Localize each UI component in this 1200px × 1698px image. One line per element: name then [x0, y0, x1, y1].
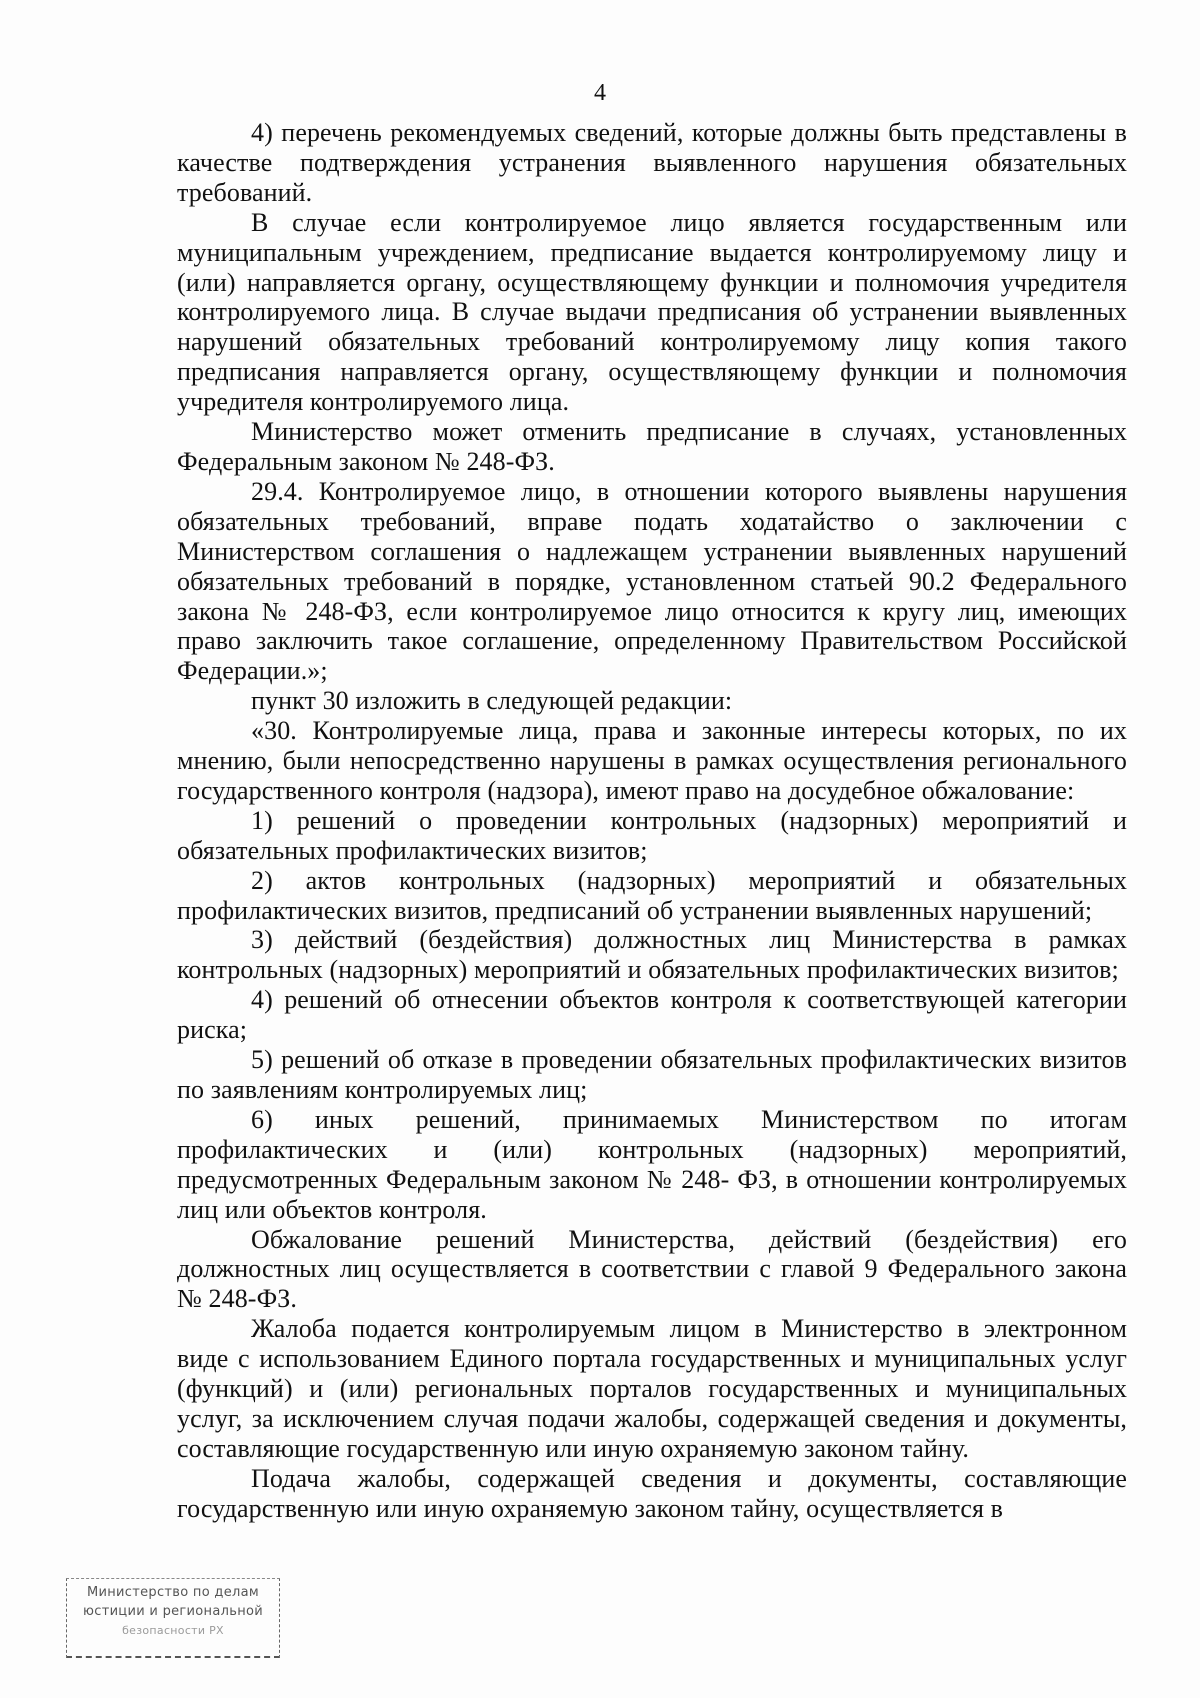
- paragraph: Жалоба подается контролируемым лицом в Министерство в электронном виде с использованием Единого портала государственных и муниципальных услуг (функций) и (или) региональных порталов государственных и муниципальных услуг, за исключением случая подачи жалобы, содержащей сведения и документы, составляющие государственную или иную охраняемую законом тайну.: [177, 1314, 1127, 1463]
- list-item: 2) актов контрольных (надзорных) мероприятий и обязательных профилактических визитов, предписаний об устранении выявленных нарушений;: [177, 865, 1127, 925]
- paragraph: В случае если контролируемое лицо является государственным или муниципальным учреждением, предписание выдается контролируемому лицу и (или) направляется органу, осуществляющему функции и полномочия учредителя контролируемого лица. В случае выдачи предписания об устранении выявленных нарушений обязательных требований контролируемому лицу копия такого предписания направляется органу, осуществляющему функции и полномочия учредителя контролируемого лица.: [177, 207, 1127, 417]
- list-item: 1) решений о проведении контрольных (надзорных) мероприятий и обязательных профилактических визитов;: [177, 805, 1127, 865]
- paragraph: «30. Контролируемые лица, права и законные интересы которых, по их мнению, были непосредственно нарушены в рамках осуществления регионального государственного контроля (надзора), имеют право на досудебное обжалование:: [177, 716, 1127, 805]
- paragraph: 4) перечень рекомендуемых сведений, которые должны быть представлены в качестве подтверждения устранения выявленного нарушения обязательных требований.: [177, 118, 1127, 207]
- stamp-line: юстиции и региональной: [83, 1604, 263, 1619]
- stamp-line: безопасности РХ: [122, 1624, 224, 1637]
- paragraph: Обжалование решений Министерства, действий (бездействия) его должностных лиц осуществляется в соответствии с главой 9 Федерального закона № 248-ФЗ.: [177, 1224, 1127, 1314]
- paragraph: Подача жалобы, содержащей сведения и документы, составляющие государственную или иную охраняемую законом тайну, осуществляется в: [177, 1463, 1127, 1523]
- list-item: 3) действий (бездействия) должностных лиц Министерства в рамках контрольных (надзорных) мероприятий и обязательных профилактических визитов;: [177, 925, 1127, 985]
- paragraph: Министерство может отменить предписание в случаях, установленных Федеральным законом № 248-ФЗ.: [177, 417, 1127, 476]
- registration-stamp: [66, 1578, 280, 1658]
- page-number: 4: [594, 80, 606, 106]
- list-item: 5) решений об отказе в проведении обязательных профилактических визитов по заявлениям контролируемых лиц;: [177, 1045, 1127, 1104]
- document-body: [177, 118, 1127, 1524]
- list-item: 4) решений об отнесении объектов контроля к соответствующей категории риска;: [177, 985, 1127, 1045]
- stamp-line: Министерство по делам: [86, 1585, 259, 1600]
- list-item: 6) иных решений, принимаемых Министерством по итогам профилактических и (или) контрольных (надзорных) мероприятий, предусмотренных Федеральным законом № 248- ФЗ, в отношении контролируемых лиц или объектов контроля.: [177, 1104, 1127, 1224]
- paragraph: 29.4. Контролируемое лицо, в отношении которого выявлены нарушения обязательных требований, вправе подать ходатайство о заключении с Министерством соглашения о надлежащем устранении выявленных нарушений обязательных требований в порядке, установленном статьей 90.2 Федерального закона № 248-ФЗ, если контролируемое лицо относится к кругу лиц, имеющих право заключить такое соглашение, определенному Правительством Российской Федерации.»;: [177, 476, 1127, 686]
- paragraph: пункт 30 изложить в следующей редакции:: [251, 686, 733, 716]
